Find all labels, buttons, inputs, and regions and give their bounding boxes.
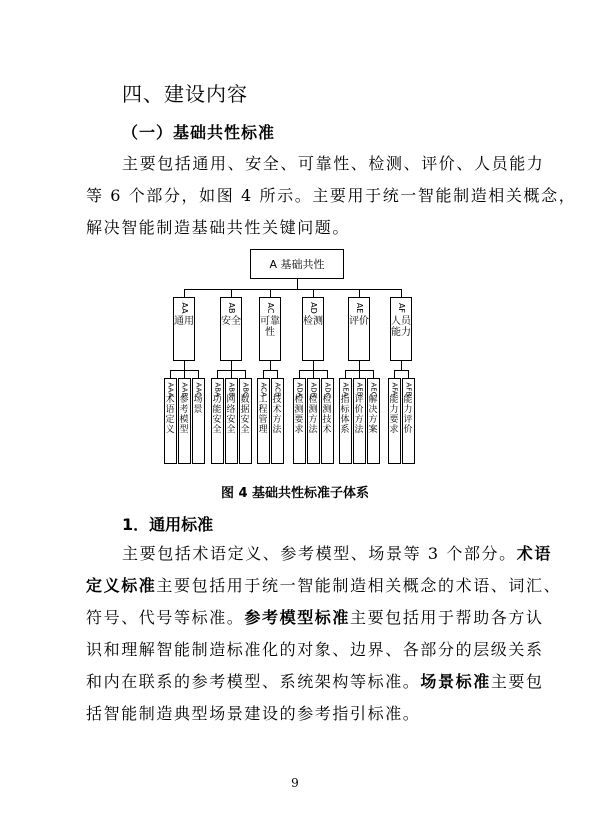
intro-line-1: 主要包括通用、安全、可靠性、检测、评价、人员能力 bbox=[122, 154, 545, 173]
leaf-connector bbox=[217, 370, 218, 378]
leaf-node-aaa bbox=[164, 378, 177, 464]
node-name: 能力评价 bbox=[403, 395, 413, 435]
body-line-3 bbox=[86, 602, 544, 634]
node-code: AD bbox=[309, 302, 318, 314]
node-name: 参考模型 bbox=[179, 395, 189, 435]
subsection-heading: （一）基础共性标准 bbox=[122, 123, 276, 142]
node-label bbox=[179, 381, 190, 435]
node-code: AFA bbox=[390, 382, 398, 396]
root-connector bbox=[297, 279, 298, 289]
leaf-connector bbox=[263, 370, 264, 378]
node-label bbox=[303, 300, 323, 327]
group-node-af bbox=[390, 297, 412, 361]
node-name: 工程管理 bbox=[258, 395, 268, 435]
leaf-connector bbox=[299, 370, 300, 378]
level3-connector bbox=[359, 361, 360, 370]
section-heading: 四、建设内容 bbox=[122, 82, 248, 106]
leaf-node-aba bbox=[211, 378, 224, 464]
body-text: 主要包括用于统一智能制造相关概念的术语、词汇、 bbox=[156, 576, 562, 595]
node-name: 场景 bbox=[193, 395, 203, 415]
leaf-connector bbox=[231, 370, 232, 378]
level2-connector bbox=[270, 289, 271, 297]
node-name: 检测方法 bbox=[308, 395, 318, 435]
node-name: 功能安全 bbox=[212, 395, 222, 435]
node-label bbox=[258, 381, 269, 435]
leaf-node-adb bbox=[307, 378, 320, 464]
node-code: AA bbox=[180, 302, 189, 314]
body-text: 主要包 bbox=[490, 672, 544, 691]
node-label bbox=[368, 381, 379, 435]
leaf-connector bbox=[373, 370, 374, 378]
node-code: AAB bbox=[180, 382, 188, 398]
group-node-ae bbox=[348, 297, 370, 361]
leaf-connector bbox=[394, 370, 395, 378]
leaf-node-aea bbox=[339, 378, 352, 464]
node-label bbox=[193, 381, 204, 415]
node-code: ABA bbox=[213, 382, 221, 397]
level3-bus bbox=[394, 370, 409, 371]
node-code: AAC bbox=[194, 382, 202, 398]
leaf-connector bbox=[345, 370, 346, 378]
leaf-connector bbox=[408, 370, 409, 378]
node-code: ABC bbox=[241, 382, 249, 397]
leaf-connector bbox=[245, 370, 246, 378]
node-code: AE bbox=[355, 302, 364, 314]
group-node-ab bbox=[220, 297, 242, 361]
node-label bbox=[221, 300, 241, 327]
figure-caption: 图 4 基础共性标准子体系 bbox=[220, 486, 370, 501]
node-name: 安全 bbox=[221, 316, 241, 327]
section-1-title: 1．通用标准 bbox=[122, 515, 214, 534]
leaf-connector bbox=[184, 370, 185, 378]
node-name: 检测要求 bbox=[294, 395, 304, 435]
node-label bbox=[322, 381, 333, 435]
body-line-1 bbox=[122, 538, 562, 570]
node-label bbox=[389, 381, 400, 435]
level2-bus bbox=[184, 289, 402, 290]
level3-connector bbox=[184, 361, 185, 370]
body-text: 主要包括用于帮助各方认 bbox=[350, 608, 544, 627]
node-name: 解决方案 bbox=[368, 395, 378, 435]
leaf-node-aac bbox=[192, 378, 205, 464]
node-label bbox=[308, 381, 319, 435]
node-label bbox=[354, 381, 365, 435]
node-name: 能力要求 bbox=[389, 395, 399, 435]
node-label bbox=[294, 381, 305, 435]
node-label bbox=[174, 300, 194, 327]
body-text: 和内在联系的参考模型、系统架构等标准。 bbox=[86, 672, 421, 691]
group-node-ad bbox=[302, 297, 324, 361]
node-label bbox=[403, 381, 414, 435]
group-node-ac bbox=[259, 297, 281, 361]
leaf-node-aca bbox=[257, 378, 270, 464]
intro-line-2: 等 6 个部分，如图 4 所示。主要用于统一智能制造相关概念， bbox=[86, 186, 577, 205]
node-label bbox=[349, 300, 369, 327]
node-code: AB bbox=[227, 302, 236, 314]
node-name: 指标体系 bbox=[340, 395, 350, 435]
term-bold: 定义标准 bbox=[86, 576, 157, 595]
node-label bbox=[340, 381, 351, 435]
node-code: AF bbox=[397, 302, 406, 314]
body-line-2 bbox=[86, 570, 562, 602]
node-code: AAA bbox=[166, 382, 174, 398]
node-label bbox=[272, 381, 283, 435]
leaf-connector bbox=[277, 370, 278, 378]
node-name: 检测技术 bbox=[322, 395, 332, 435]
leaf-node-acb bbox=[271, 378, 284, 464]
leaf-connector bbox=[313, 370, 314, 378]
node-code: ACA bbox=[259, 382, 267, 397]
body-text: 主要包括术语定义、参考模型、场景等 3 个部分。 bbox=[122, 544, 517, 563]
leaf-node-abc bbox=[239, 378, 252, 464]
leaf-node-afa bbox=[388, 378, 401, 464]
term-bold: 参考模型标准 bbox=[244, 608, 351, 627]
leaf-connector bbox=[170, 370, 171, 378]
leaf-node-afb bbox=[402, 378, 415, 464]
page-number: 9 bbox=[291, 776, 299, 790]
level2-connector bbox=[184, 289, 185, 297]
intro-line-3: 解决智能制造基础共性关键问题。 bbox=[86, 218, 351, 237]
body-line-5 bbox=[86, 666, 544, 698]
leaf-node-aab bbox=[178, 378, 191, 464]
level2-connector bbox=[359, 289, 360, 297]
node-code: ADC bbox=[323, 382, 331, 398]
term-bold: 术语 bbox=[516, 544, 552, 563]
leaf-connector bbox=[198, 370, 199, 378]
node-code: ADA bbox=[295, 382, 303, 398]
node-label bbox=[212, 381, 223, 435]
body-text: 符号、代号等标准。 bbox=[86, 608, 245, 627]
node-name: 检测 bbox=[303, 316, 323, 327]
node-label bbox=[226, 381, 237, 435]
node-name: 数据安全 bbox=[240, 395, 250, 435]
node-label bbox=[240, 381, 251, 435]
level3-connector bbox=[313, 361, 314, 370]
node-code: ACB bbox=[273, 382, 281, 397]
node-label bbox=[260, 300, 280, 338]
body-line-6: 括智能制造典型场景建设的参考指引标准。 bbox=[86, 704, 421, 723]
level3-connector bbox=[401, 361, 402, 370]
node-code: AEB bbox=[355, 382, 363, 397]
node-name: 术语定义 bbox=[165, 395, 175, 435]
level3-connector bbox=[270, 361, 271, 370]
node-name: 评价 bbox=[349, 316, 369, 327]
leaf-node-ada bbox=[293, 378, 306, 464]
node-code: ADB bbox=[309, 382, 317, 398]
node-name: 可靠性 bbox=[260, 316, 280, 338]
node-name: 技术方法 bbox=[272, 395, 282, 435]
node-code: AC bbox=[266, 302, 275, 314]
leaf-connector bbox=[327, 370, 328, 378]
node-name: 人员能力 bbox=[391, 316, 411, 338]
term-bold: 场景标准 bbox=[420, 672, 491, 691]
level3-connector bbox=[231, 361, 232, 370]
leaf-node-adc bbox=[321, 378, 334, 464]
level2-connector bbox=[401, 289, 402, 297]
node-label bbox=[165, 381, 176, 435]
level3-bus bbox=[263, 370, 278, 371]
level2-connector bbox=[313, 289, 314, 297]
leaf-connector bbox=[359, 370, 360, 378]
leaf-node-aeb bbox=[353, 378, 366, 464]
leaf-node-aec bbox=[367, 378, 380, 464]
node-code: AFB bbox=[404, 382, 412, 397]
leaf-node-abb bbox=[225, 378, 238, 464]
body-line-4: 识和理解智能制造标准化的对象、边界、各部分的层级关系 bbox=[86, 640, 544, 659]
node-label bbox=[391, 300, 411, 338]
node-name: 网络安全 bbox=[226, 395, 236, 435]
node-name: 评价方法 bbox=[354, 395, 364, 435]
node-name: 通用 bbox=[174, 316, 194, 327]
level2-connector bbox=[231, 289, 232, 297]
node-code: AEC bbox=[369, 382, 377, 397]
diagram-root-node: A 基础共性 bbox=[250, 249, 344, 279]
group-node-aa bbox=[173, 297, 195, 361]
node-code: AEA bbox=[341, 382, 349, 397]
node-code: ABB bbox=[227, 382, 235, 397]
